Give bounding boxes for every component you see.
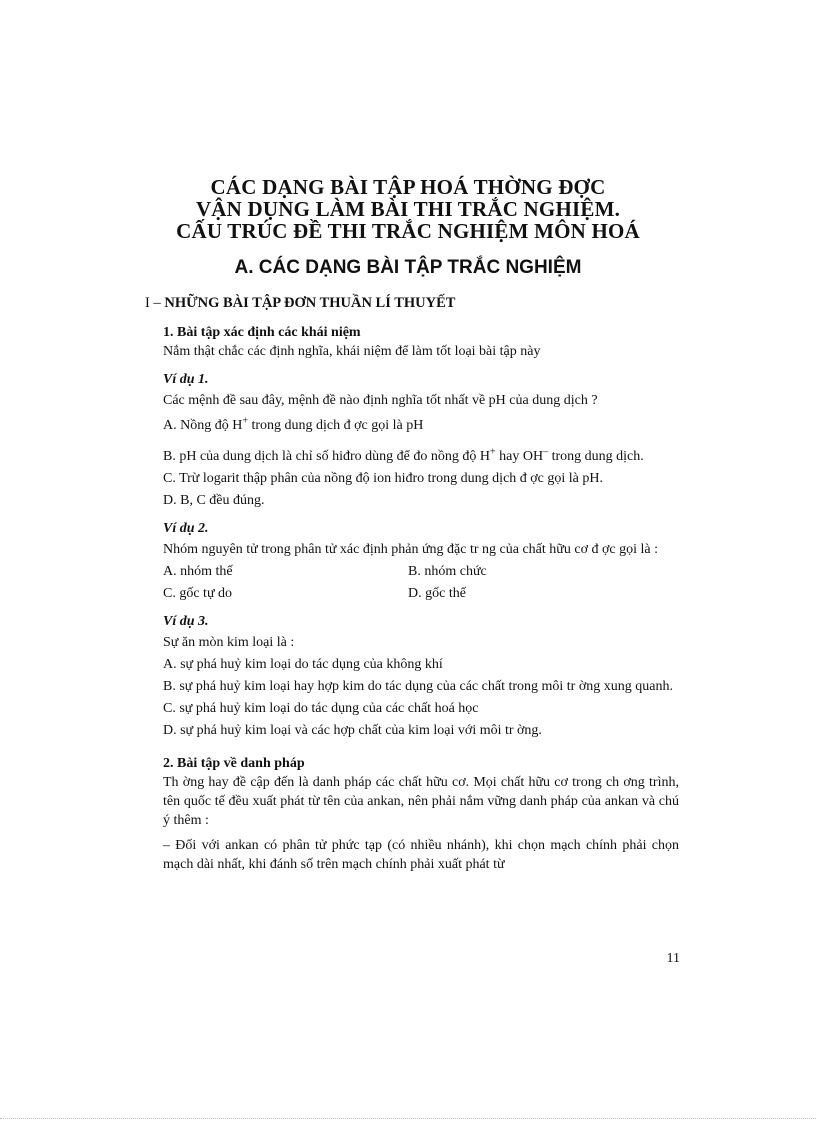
example-question-2: Nhóm nguyên tử trong phân tử xác định phản ứng đặc tr ng của chất hữu cơ đ ợc gọi là : [163,542,658,557]
example-label-1: Ví dụ 1. [163,372,209,387]
options-grid-2 [163,562,679,603]
option-d-1: D. B, C đều đúng. [163,493,265,508]
option-b-1-sup1: + [490,446,496,458]
option-b-1-sup2: – [543,446,549,458]
option-c-2: C. gốc tự do [163,586,233,601]
option-a-3: A. sự phá huỷ kim loại do tác dụng của không khí [163,657,443,672]
example-label-3: Ví dụ 3. [163,614,209,629]
option-a-1-sup: + [242,415,248,427]
example-question-3: Sự ăn mòn kim loại là : [163,635,295,650]
example-question-1: Các mệnh đề sau đây, mệnh đề nào định nghĩa tốt nhất về pH của dung dịch ? [163,393,598,408]
option-a-1-text: A. Nồng độ H [163,418,243,433]
page-border-divider [0,1118,816,1119]
subsection-heading-1: 1. Bài tập xác định các khái niệm [163,325,361,340]
option-d-3: D. sự phá huỷ kim loại và các hợp chất của kim loại với môi tr ờng. [163,723,542,738]
subsection-intro: Nắm thật chắc các định nghĩa, khái niệm để làm tốt loại bài tập này [163,344,541,359]
option-b-3: B. sự phá huỷ kim loại hay hợp kim do tác dụng của các chất trong môi tr ờng xung quanh. [163,679,673,694]
option-b-1-rest: trong dung dịch. [548,449,644,464]
page-number: 11 [666,951,680,966]
option-a-1 [163,416,679,435]
section-heading: A. CÁC DẠNG BÀI TẬP TRẮC NGHIỆM [234,257,582,278]
part-heading-mark: I – [145,295,165,311]
title-line-1: CÁC DẠNG BÀI TẬP HOÁ THỜNG ĐỢC [210,175,606,199]
option-c-1: C. Trừ logarit thập phân của nồng độ ion hiđro trong dung dịch đ ợc gọi là pH. [163,471,604,486]
option-b-1-text: B. pH của dung dịch là chỉ số hiđro dùng để đo nồng độ H [163,449,491,464]
option-a-2: A. nhóm thế [163,564,233,579]
nomenclature-paragraph-1: Th ờng hay đề cập đến là danh pháp các chất hữu cơ. Mọi chất hữu cơ trong ch ơng trình, tên quốc tế đều xuất phát từ tên của ankan, nên phải nắm vững danh pháp của ankan và chú ý thêm : [163,775,679,828]
option-b-1-mid: hay OH [495,449,544,464]
document-body [145,294,679,877]
title-line-3: CẤU TRÚC ĐỀ THI TRẮC NGHIỆM MÔN HOÁ [176,219,640,243]
subsection-heading-2: 2. Bài tập về danh pháp [163,756,305,771]
nomenclature-paragraph-2: – Đối với ankan có phân tử phức tạp (có nhiều nhánh), khi chọn mạch chính phải chọn mạch dài nhất, khi đánh số trên mạch chính phải xuất phát từ [163,838,679,872]
part-heading [145,294,679,313]
example-label-2: Ví dụ 2. [163,521,209,536]
title-line-2: VẬN DỤNG LÀM BÀI THI TRẮC NGHIỆM. [195,197,621,221]
option-b-2: B. nhóm chức [408,564,487,579]
option-b-1 [145,447,679,466]
option-d-2: D. gốc thế [408,586,466,601]
option-a-1-rest: trong dung dịch đ ợc gọi là pH [247,418,424,433]
part-heading-text: NHỮNG BÀI TẬP ĐƠN THUẦN LÍ THUYẾT [164,295,456,311]
option-c-3: C. sự phá huỷ kim loại do tác dụng của các chất hoá học [163,701,479,716]
document-title [0,176,816,242]
